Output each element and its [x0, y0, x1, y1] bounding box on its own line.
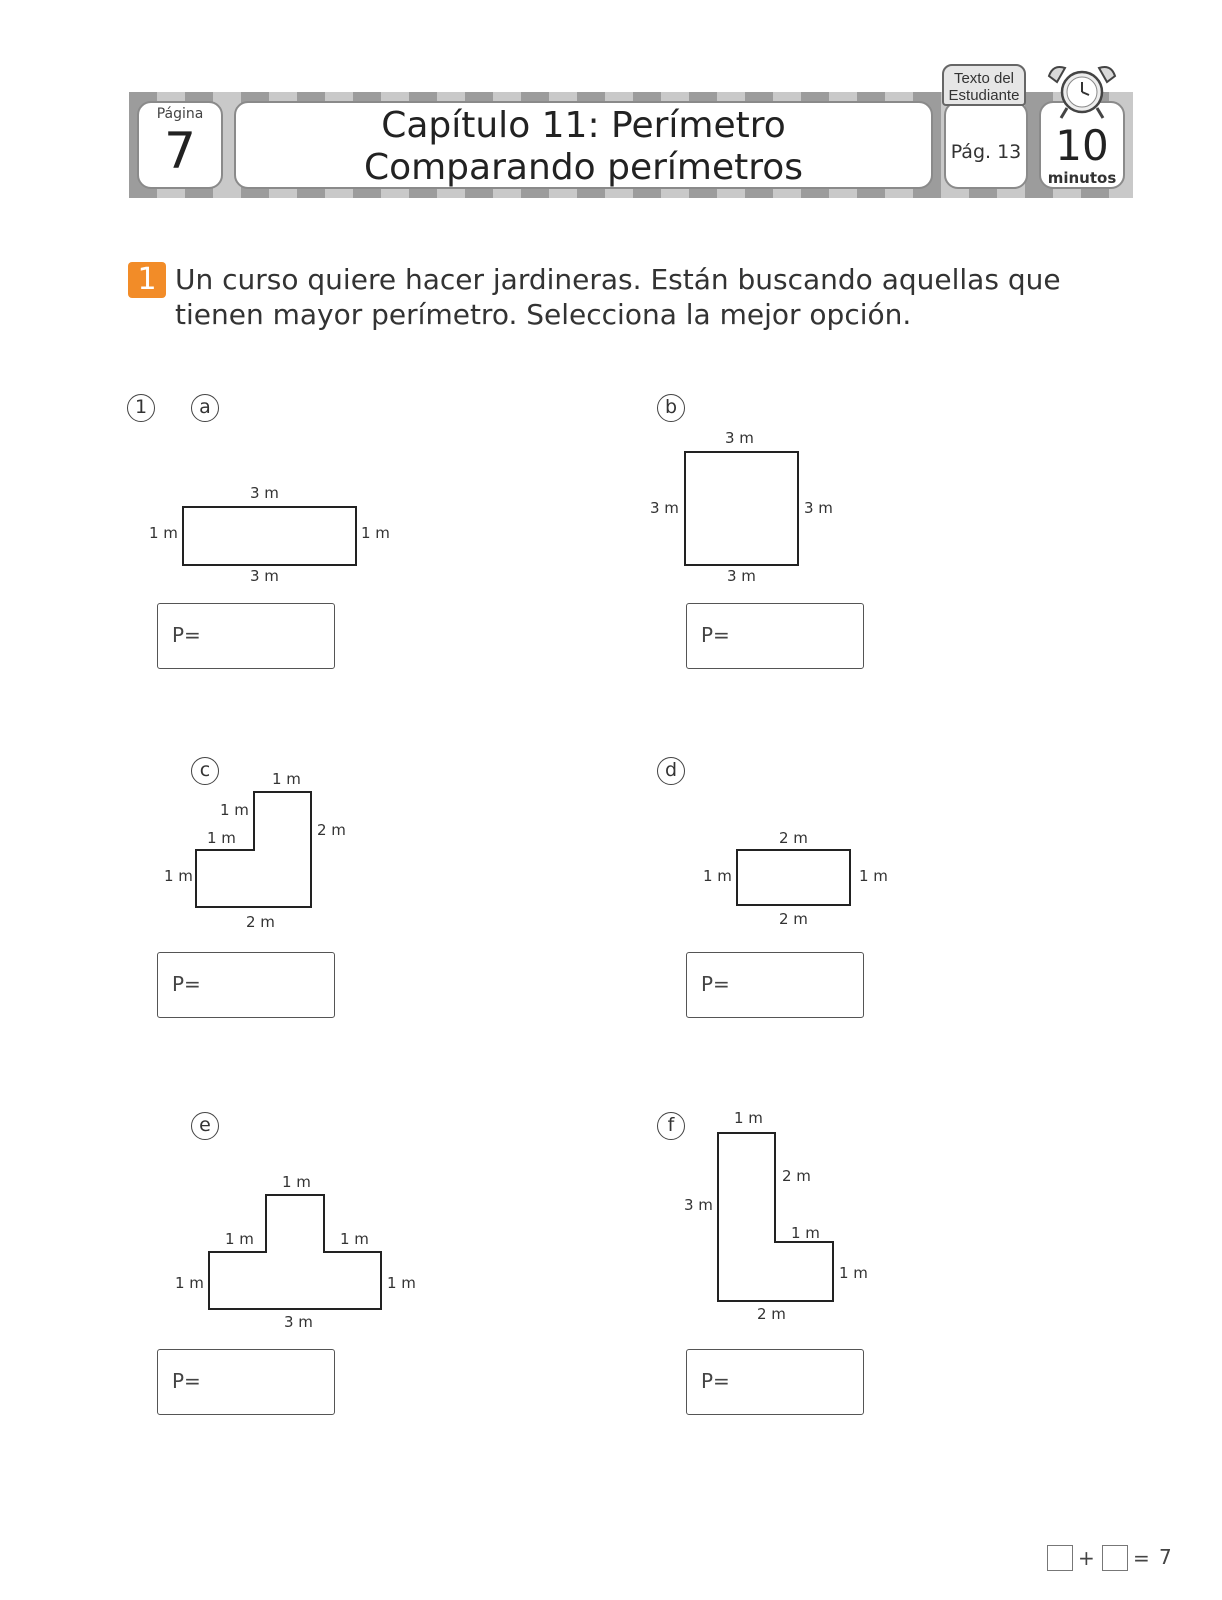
- footer-plus-sign: +: [1078, 1546, 1095, 1570]
- footer-box-1[interactable]: [1047, 1545, 1073, 1571]
- dim-b-right: 3 m: [804, 499, 833, 517]
- option-c-circle: c: [191, 757, 219, 785]
- dim-e-left: 1 m: [175, 1274, 204, 1292]
- dim-e-right: 1 m: [387, 1274, 416, 1292]
- dim-f-inner-v: 2 m: [782, 1167, 811, 1185]
- dim-c-step-v: 1 m: [220, 801, 249, 819]
- minutes-value: 10: [1055, 121, 1109, 170]
- dim-a-left: 1 m: [149, 524, 178, 542]
- answer-box-c[interactable]: P=: [157, 952, 335, 1018]
- dim-c-step-h: 1 m: [207, 829, 236, 847]
- textbook-page-ref: Pág. 13: [950, 141, 1022, 163]
- dim-f-inner-h: 1 m: [791, 1224, 820, 1242]
- answer-box-a[interactable]: P=: [157, 603, 335, 669]
- dim-a-top: 3 m: [250, 484, 279, 502]
- page-number: 7: [164, 122, 196, 180]
- shape-f-l-shape: [718, 1133, 833, 1301]
- exercise-instruction: Un curso quiere hacer jardineras. Están buscando aquellas que tienen mayor perímetro. Selecciona la mejor opción.: [175, 263, 1061, 331]
- item-number-circle: 1: [127, 394, 155, 422]
- dim-e-top: 1 m: [282, 1173, 311, 1191]
- dim-f-bottom: 2 m: [757, 1305, 786, 1323]
- answer-box-f[interactable]: P=: [686, 1349, 864, 1415]
- option-e-circle: e: [191, 1112, 219, 1140]
- lesson-title: Comparando perímetros: [363, 147, 804, 188]
- dim-d-top: 2 m: [779, 829, 808, 847]
- dim-d-left: 1 m: [703, 867, 732, 885]
- dim-a-right: 1 m: [361, 524, 390, 542]
- dim-b-bottom: 3 m: [727, 567, 756, 585]
- textbook-tab-line2: Estudiante: [948, 87, 1020, 104]
- dim-e-shoulder-right: 1 m: [340, 1230, 369, 1248]
- footer-box-2[interactable]: [1102, 1545, 1128, 1571]
- shape-a-rectangle: [183, 507, 356, 565]
- shape-e-t-shape: [209, 1195, 381, 1309]
- dim-a-bottom: 3 m: [250, 567, 279, 585]
- dim-f-right: 1 m: [839, 1264, 868, 1282]
- dim-b-top: 3 m: [725, 429, 754, 447]
- shape-b-square: [685, 452, 798, 565]
- dim-e-bottom: 3 m: [284, 1313, 313, 1331]
- option-a-circle: a: [191, 394, 219, 422]
- exercise-number-badge: 1: [128, 262, 166, 298]
- option-b-circle: b: [657, 394, 685, 422]
- dim-c-top: 1 m: [272, 770, 301, 788]
- dim-c-left: 1 m: [164, 867, 193, 885]
- dim-d-right: 1 m: [859, 867, 888, 885]
- dim-c-bottom: 2 m: [246, 913, 275, 931]
- minutes-label: minutos: [1047, 169, 1117, 187]
- dim-f-left: 3 m: [684, 1196, 713, 1214]
- dim-b-left: 3 m: [650, 499, 679, 517]
- chapter-title: Capítulo 11: Perímetro: [381, 105, 786, 146]
- answer-box-d[interactable]: P=: [686, 952, 864, 1018]
- footer-equals-sign: =: [1133, 1546, 1150, 1570]
- option-d-circle: d: [657, 757, 685, 785]
- shape-c-l-shape: [196, 792, 311, 907]
- option-f-circle: f: [657, 1112, 685, 1140]
- dim-c-right: 2 m: [317, 821, 346, 839]
- answer-box-e[interactable]: P=: [157, 1349, 335, 1415]
- footer-page-number: 7: [1159, 1545, 1172, 1569]
- dim-e-shoulder-left: 1 m: [225, 1230, 254, 1248]
- page-label: Página: [156, 106, 204, 122]
- dim-f-top: 1 m: [734, 1109, 763, 1127]
- dim-d-bottom: 2 m: [779, 910, 808, 928]
- textbook-tab-line1: Texto del: [953, 70, 1015, 87]
- shape-d-rectangle: [737, 850, 850, 905]
- answer-box-b[interactable]: P=: [686, 603, 864, 669]
